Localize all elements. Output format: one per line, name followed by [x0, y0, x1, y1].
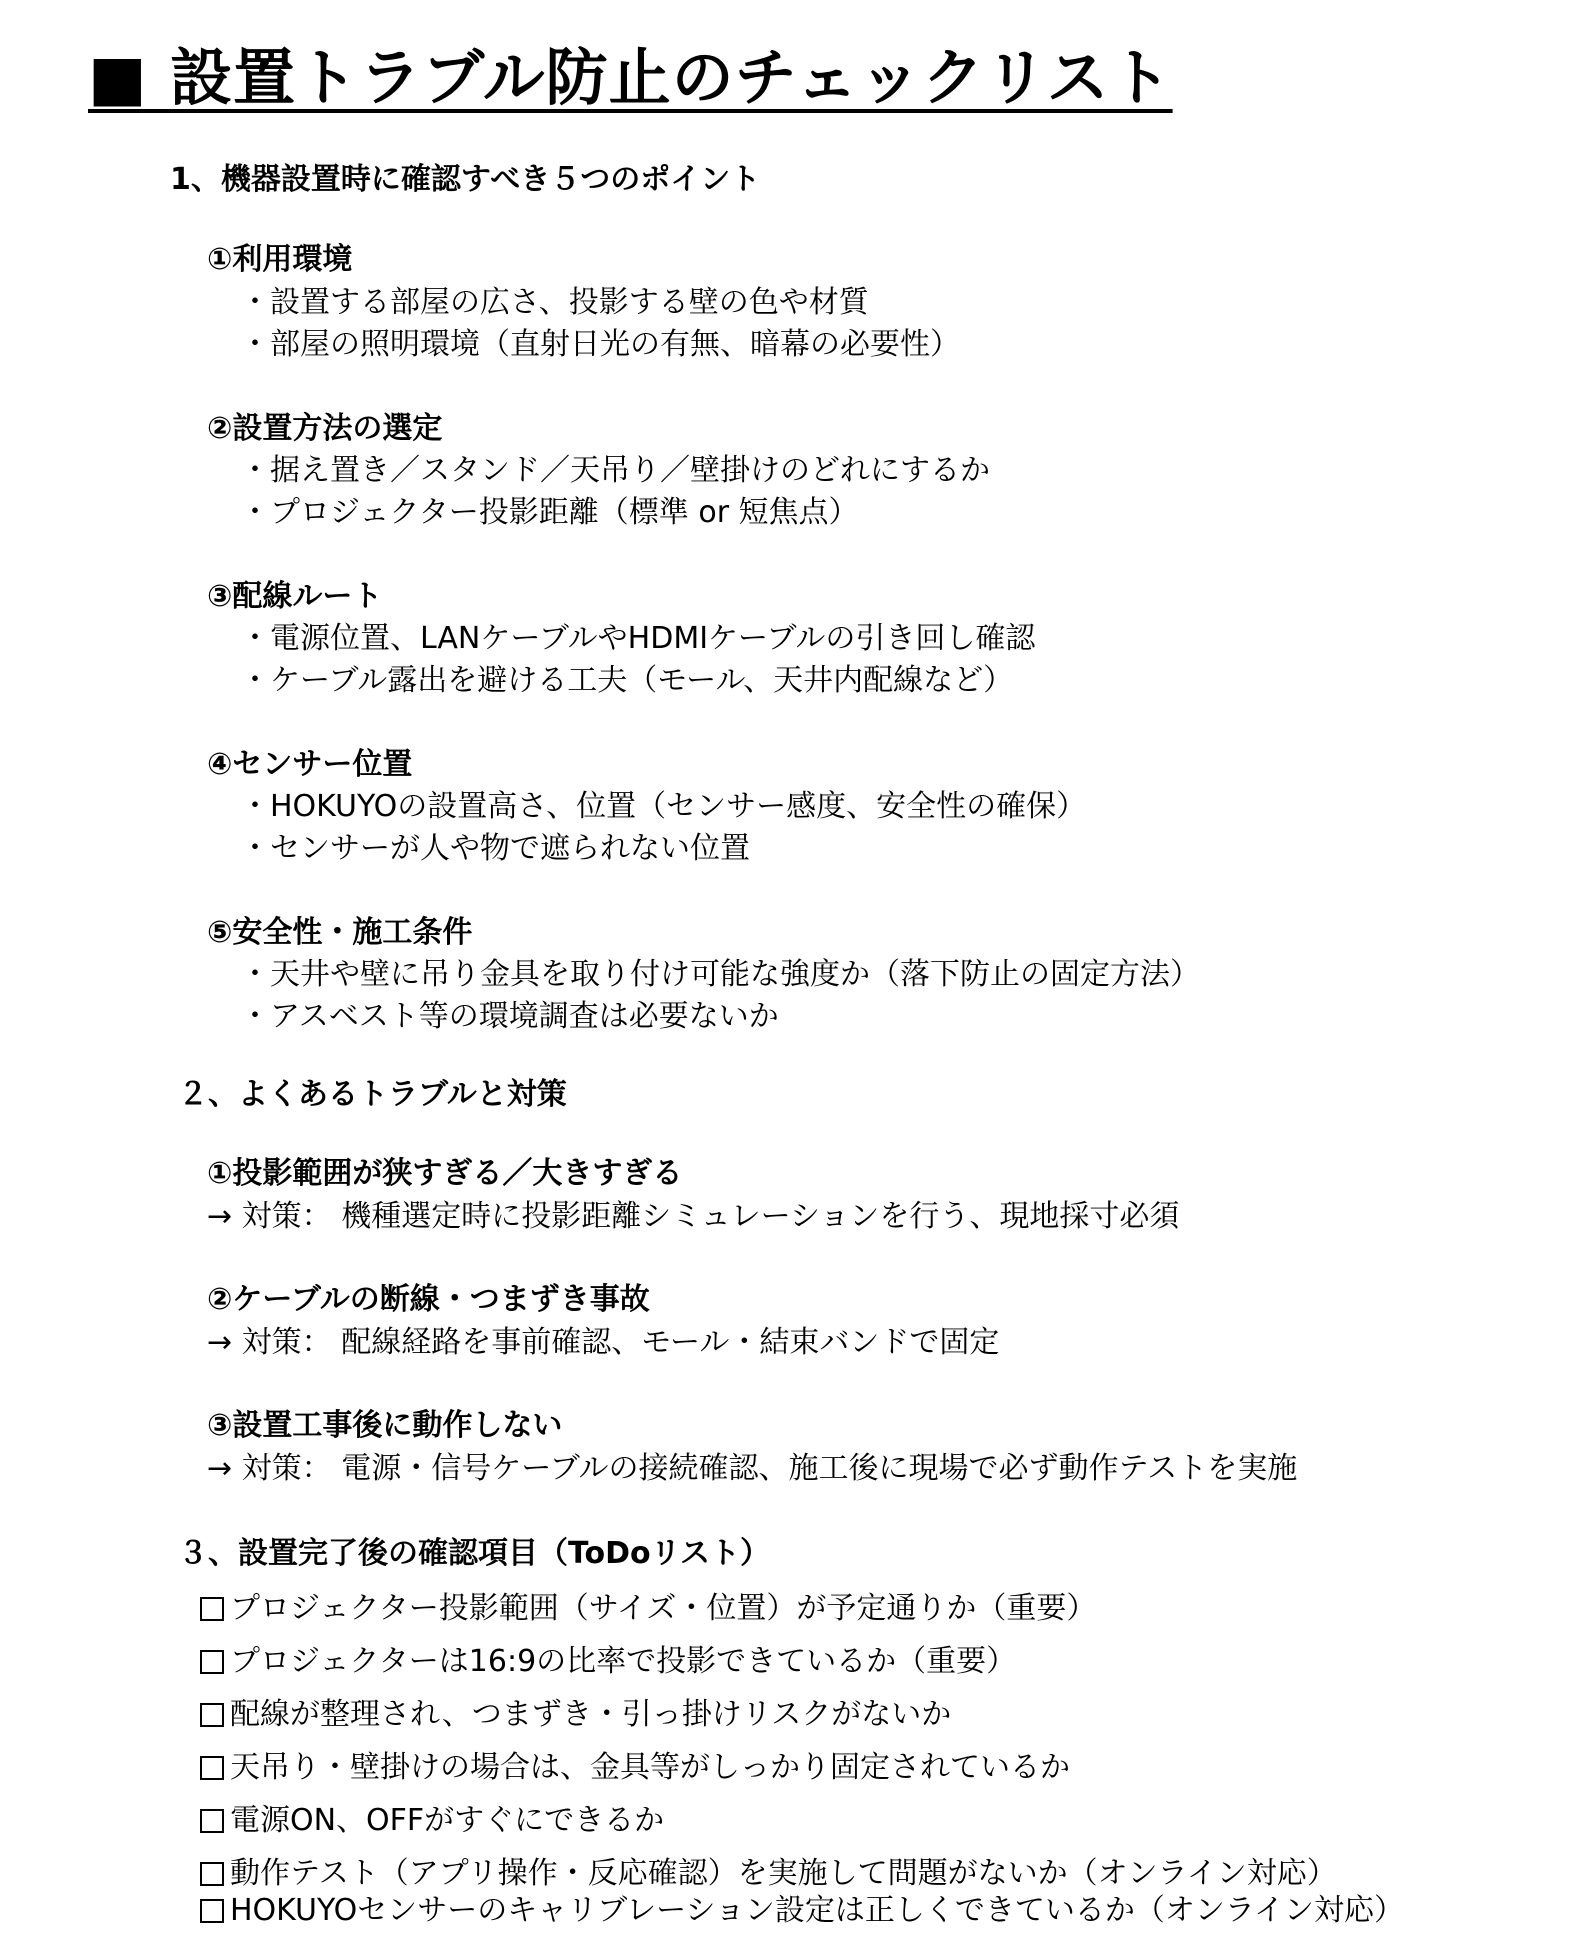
checkbox-icon[interactable] — [200, 1650, 224, 1674]
checkbox-icon[interactable] — [200, 1899, 224, 1923]
todo-item[interactable] — [200, 1640, 1016, 1684]
checkbox-icon[interactable] — [200, 1809, 224, 1833]
todo-item[interactable] — [200, 1587, 1096, 1631]
todo-label: プロジェクターは16:9の比率で投影できているか（重要） — [230, 1644, 1017, 1679]
point-1-item: ・設置する部屋の広さ、投影する壁の色や材質 — [240, 285, 869, 320]
trouble-1-measure: → 対策： 機種選定時に投影距離シミュレーションを行う、現地採寸必須 — [207, 1199, 1180, 1234]
todo-item[interactable] — [200, 1799, 664, 1843]
point-2-item: ・据え置き／スタンド／天吊り／壁掛けのどれにするか — [240, 453, 990, 488]
point-1-heading: ①利用環境 — [207, 242, 353, 277]
point-5-heading: ⑤安全性・施工条件 — [207, 915, 473, 950]
section-3-heading: ３、設置完了後の確認項目（ToDoリスト） — [178, 1536, 771, 1571]
todo-label: HOKUYOセンサーのキャリブレーション設定は正しくできているか（オンライン対応） — [230, 1893, 1404, 1928]
point-5-item: ・アスベスト等の環境調査は必要ないか — [240, 999, 779, 1034]
todo-label: 天吊り・壁掛けの場合は、金具等がしっかり固定されているか — [230, 1750, 1070, 1785]
point-4-heading: ④センサー位置 — [207, 747, 413, 782]
point-1-item: ・部屋の照明環境（直射日光の有無、暗幕の必要性） — [240, 327, 960, 362]
section-2-heading: ２、よくあるトラブルと対策 — [178, 1077, 567, 1112]
todo-label: 配線が整理され、つまずき・引っ掛けリスクがないか — [230, 1697, 952, 1732]
point-4-item: ・センサーが人や物で遮られない位置 — [240, 831, 750, 866]
todo-item[interactable] — [200, 1889, 1404, 1933]
todo-label: プロジェクター投影範囲（サイズ・位置）が予定通りか（重要） — [230, 1591, 1097, 1626]
checkbox-icon[interactable] — [200, 1862, 224, 1886]
checkbox-icon[interactable] — [200, 1756, 224, 1780]
trouble-2-heading: ②ケーブルの断線・つまずき事故 — [207, 1282, 650, 1317]
point-3-item: ・電源位置、LANケーブルやHDMIケーブルの引き回し確認 — [240, 621, 1036, 656]
section-1-heading: 1、機器設置時に確認すべき５つのポイント — [170, 162, 761, 197]
trouble-3-measure: → 対策： 電源・信号ケーブルの接続確認、施工後に現場で必ず動作テストを実施 — [207, 1451, 1298, 1486]
point-5-item: ・天井や壁に吊り金具を取り付け可能な強度か（落下防止の固定方法） — [240, 957, 1200, 992]
trouble-2-measure: → 対策： 配線経路を事前確認、モール・結束バンドで固定 — [207, 1325, 1000, 1360]
point-3-item: ・ケーブル露出を避ける工夫（モール、天井内配線など） — [240, 663, 1014, 698]
point-2-item: ・プロジェクター投影距離（標準 or 短焦点） — [240, 495, 859, 530]
trouble-1-heading: ①投影範囲が狭すぎる／大きすぎる — [207, 1156, 683, 1191]
todo-label: 電源ON、OFFがすぐにできるか — [230, 1803, 665, 1838]
todo-item[interactable] — [200, 1693, 951, 1737]
point-4-item: ・HOKUYOの設置高さ、位置（センサー感度、安全性の確保） — [240, 789, 1087, 824]
point-2-heading: ②設置方法の選定 — [207, 411, 443, 446]
page-title: ■ 設置トラブル防止のチェックリスト — [88, 41, 1173, 114]
checkbox-icon[interactable] — [200, 1703, 224, 1727]
todo-item[interactable] — [200, 1746, 1070, 1790]
checkbox-icon[interactable] — [200, 1597, 224, 1621]
point-3-heading: ③配線ルート — [207, 579, 383, 614]
trouble-3-heading: ③設置工事後に動作しない — [207, 1408, 563, 1443]
todo-label: 動作テスト（アプリ操作・反応確認）を実施して問題がないか（オンライン対応） — [230, 1856, 1337, 1891]
